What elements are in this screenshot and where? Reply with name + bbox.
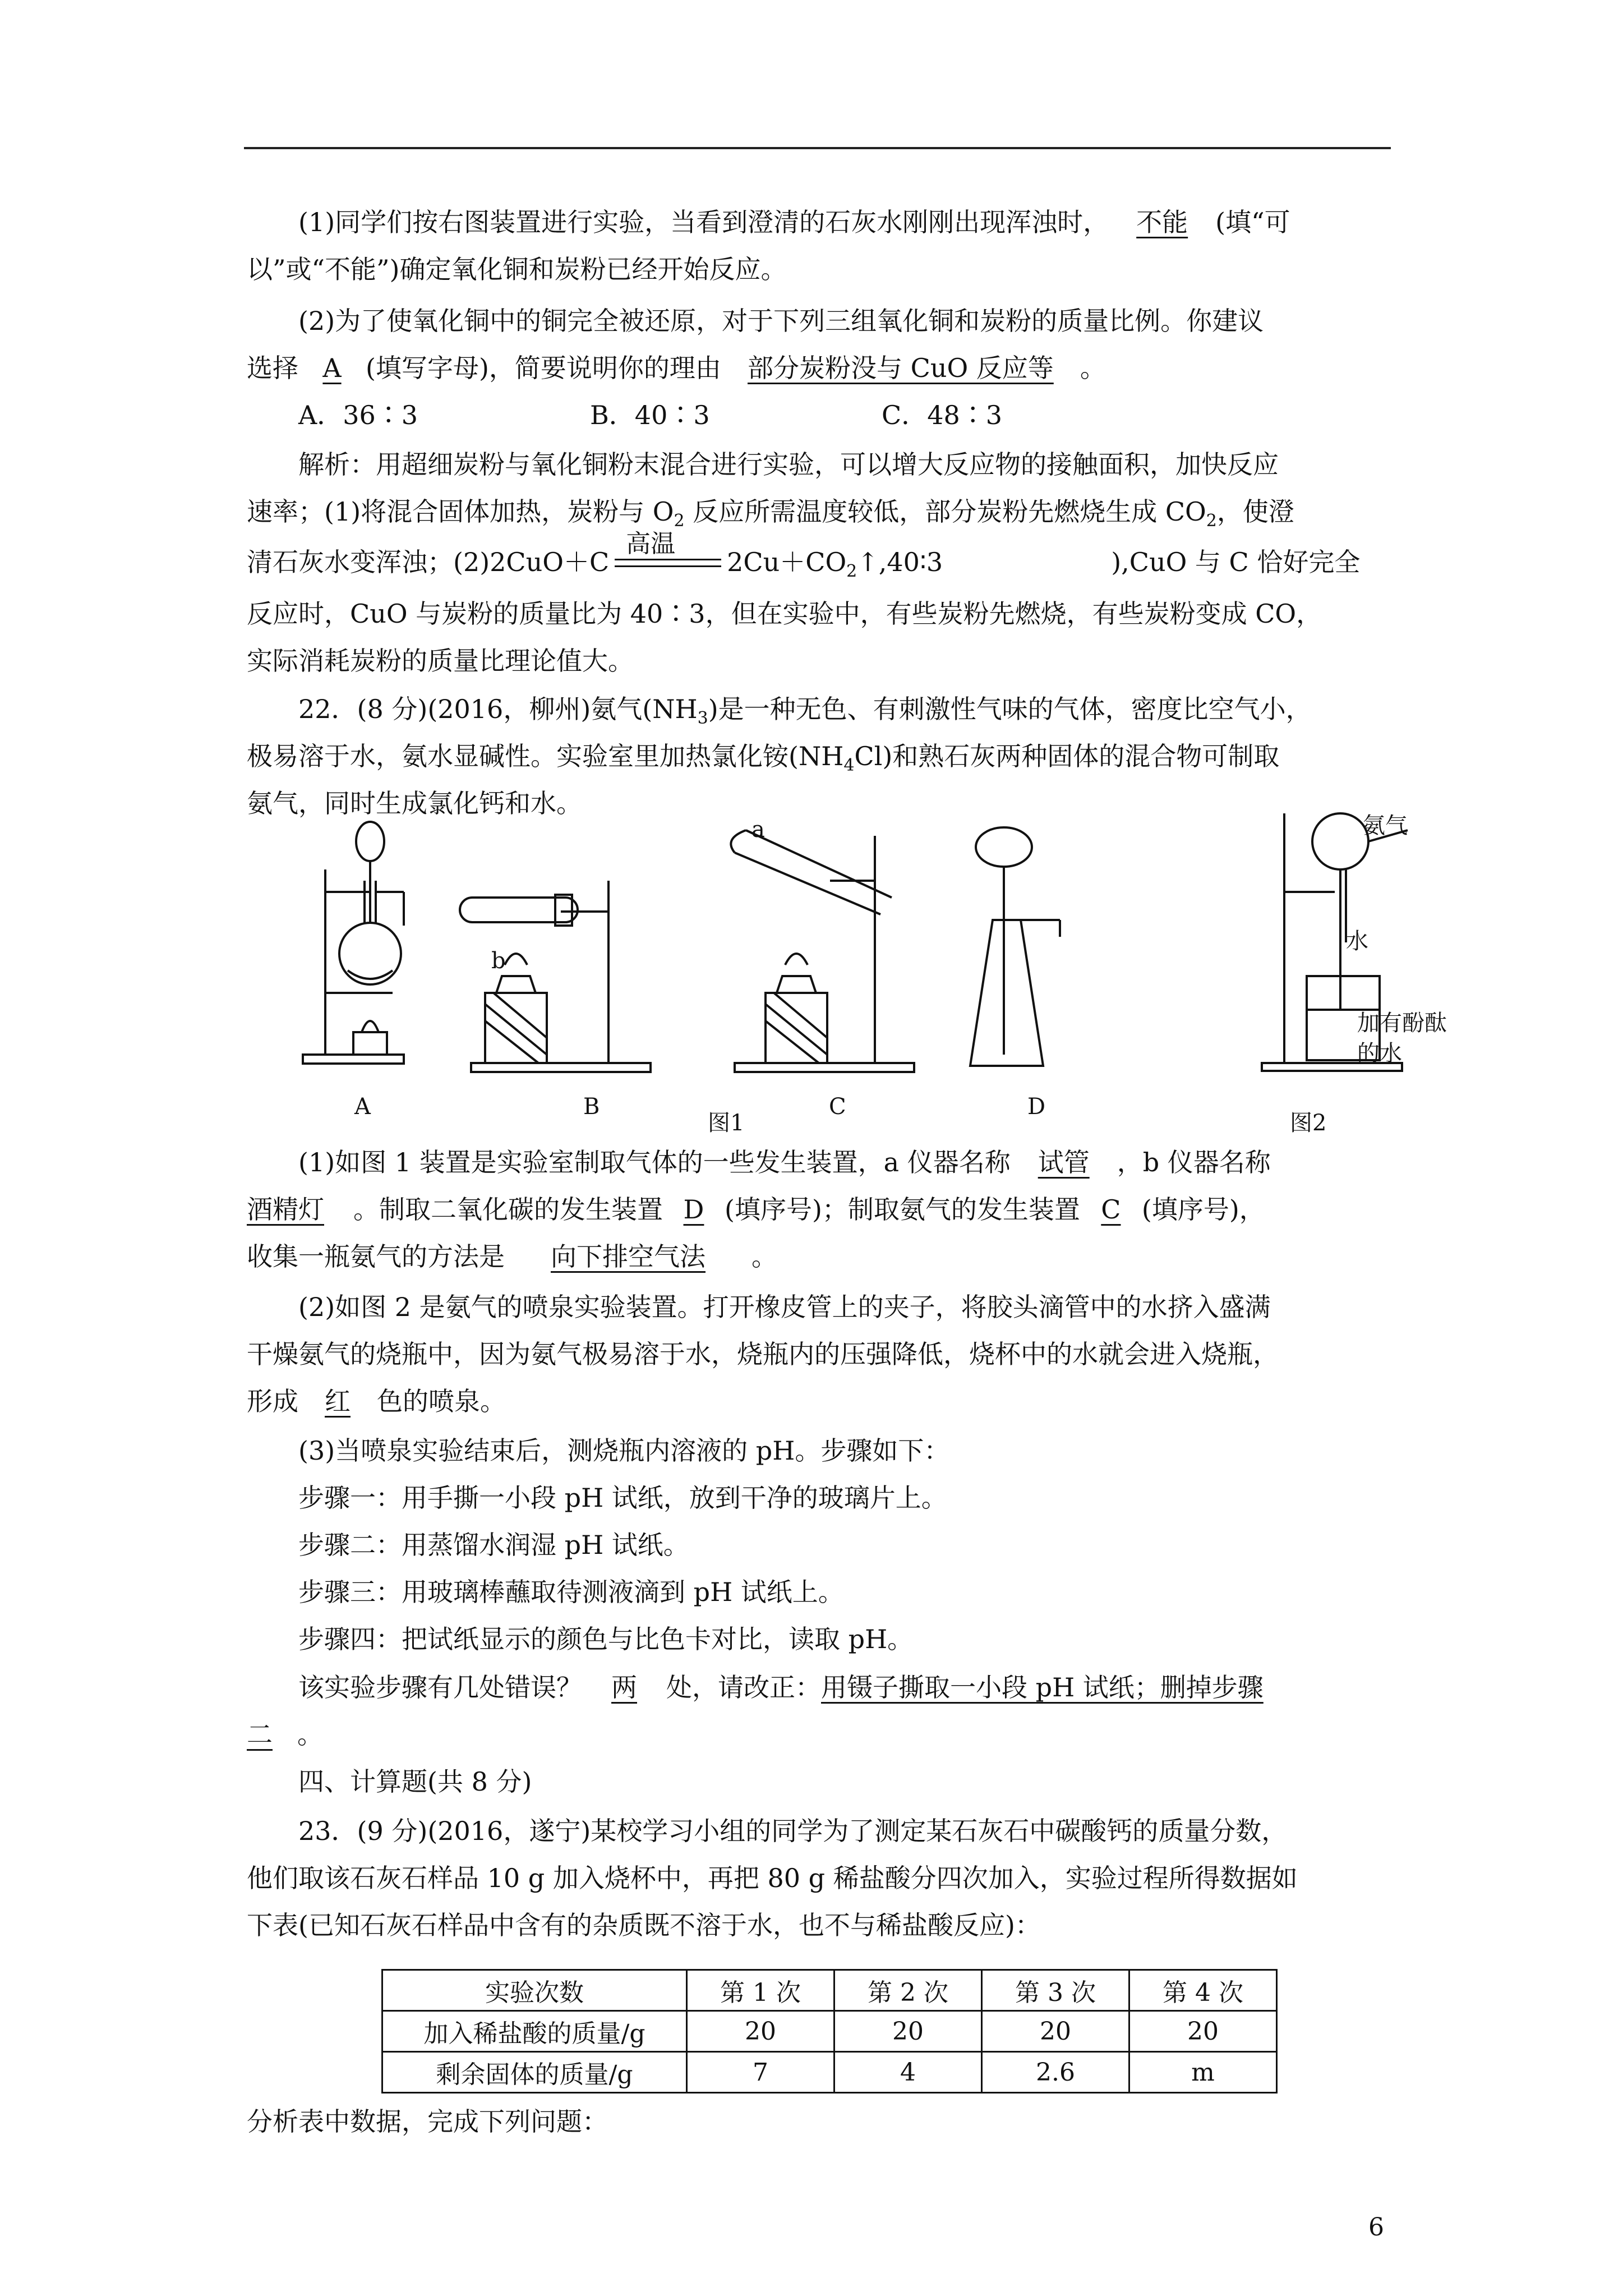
q23-after-table: 分析表中数据，完成下列问题： [247, 2106, 608, 2137]
label-b: B [583, 1094, 600, 1120]
q21-options: A．36∶3 B．40∶3 C．48∶3 [298, 400, 1002, 430]
q22-s1-line1: (1)如图 1 装置是实验室制取气体的一些发生装置，a 仪器名称 试管 ，b 仪器名称 [247, 1139, 1442, 1186]
q22-line3: 氨气，同时生成氯化钙和水。 [247, 788, 582, 818]
label-c: C [829, 1094, 846, 1120]
q22-line1: 22．(8 分)(2016，柳州)氨气$(NH_3)$是一种无色、有刺激性气味的气体，密度比空气小， [298, 694, 1312, 728]
q22-s3: (3)当喷泉实验结束后，测烧瓶内溶液的 pH。步骤如下： [298, 1435, 950, 1466]
answer-blank: 两 [611, 1672, 637, 1703]
table-header-row: 实验次数 第 1 次 第 2 次 第 3 次 第 4 次 [382, 1970, 1277, 2011]
label-phenol-2: 的水 [1357, 1041, 1402, 1066]
header-rule [244, 147, 1391, 149]
q22-s1-line2: 酒精灯 。制取二氧化碳的发生装置 D (填序号)；制取氨气的发生装置 C (填序号)， [247, 1186, 1391, 1233]
q22-s2-line2: 干燥氨气的烧瓶中，因为氨气极易溶于水，烧瓶内的压强降低，烧杯中的水就会进入烧瓶， [247, 1339, 1279, 1369]
q21-line1: (1)同学们按右图装置进行实验，当看到澄清的石灰水刚刚出现浑浊时， 不能 (填“可 [247, 199, 1442, 246]
answer-blank: 红 [325, 1386, 351, 1416]
answer-blank: 部分炭粉没与 CuO 反应等 [748, 353, 1054, 383]
q21-analysis3: 清石灰水变浑浊；(2)2CuO＋C 高温 $2Cu+CO_2↑,40∶3$ ),CuO 与 C 恰好完全 [247, 530, 1361, 581]
q22-step2: 步骤二：用蒸馏水润湿 pH 试纸。 [298, 1530, 689, 1560]
table-row: 加入稀盐酸的质量/g 20 20 20 20 [382, 2011, 1277, 2052]
data-table [381, 1969, 1278, 2093]
answer-blank: D [683, 1194, 704, 1225]
q22-step4: 步骤四：把试纸显示的颜色与比色卡对比，读取 pH。 [298, 1624, 914, 1654]
answer-blank: 不能 [1136, 207, 1188, 237]
figure-2-label: 图2 [1290, 1110, 1327, 1136]
q21-analysis5: 实际消耗炭粉的质量比理论值大。 [247, 646, 634, 676]
q21-analysis1: 解析：用超细炭粉与氧化铜粉末混合进行实验，可以增大反应物的接触面积，加快反应 [298, 449, 1279, 480]
label-a: A [354, 1094, 371, 1120]
answer-blank: 试管 [1038, 1147, 1090, 1177]
q22-step1: 步骤一：用手撕一小段 pH 试纸，放到干净的玻璃片上。 [298, 1483, 947, 1513]
q23-line1: 23．(9 分)(2016，遂宁)某校学习小组的同学为了测定某石灰石中碳酸钙的质量分数， [298, 1816, 1288, 1846]
q23-line3: 下表(已知石灰石样品中含有的杂质既不溶于水，也不与稀盐酸反应)： [247, 1910, 1041, 1940]
label-phenol-1: 加有酚酞 [1357, 1010, 1447, 1036]
q22-errors-line2: 二 。 [247, 1711, 1391, 1758]
label-b-burner: b [491, 948, 506, 974]
label-a-tube: a [751, 817, 765, 843]
q22-s2-line1: (2)如图 2 是氨气的喷泉实验装置。打开橡皮管上的夹子，将胶头滴管中的水挤入盛满 [298, 1292, 1271, 1322]
q22-errors-line1: 该实验步骤有几处错误？ 两 处，请改正：用镊子撕取一小段 pH 试纸；删掉步骤 [247, 1664, 1442, 1711]
q22-step3: 步骤三：用玻璃棒蘸取待测液滴到 pH 试纸上。 [298, 1577, 844, 1607]
q21-line3: (2)为了使氧化铜中的铜完全被还原，对于下列三组氧化铜和炭粉的质量比例。你建议 [298, 306, 1264, 336]
label-ammonia: 氨气 [1363, 813, 1408, 839]
figure-1-label: 图1 [708, 1110, 745, 1136]
q21-analysis4: 反应时，CuO 与炭粉的质量比为 40∶3，但在实验中，有些炭粉先燃烧，有些炭粉变成 CO， [247, 599, 1322, 629]
apparatus-figure [292, 808, 1436, 1144]
apparatus-d [970, 827, 1060, 1066]
page-number: 6 [1368, 2213, 1384, 2242]
q23-line2: 他们取该石灰石样品 10 g 加入烧杯中，再把 80 g 稀盐酸分四次加入，实验过程所得数据如 [247, 1863, 1298, 1893]
answer-blank: A [322, 353, 342, 383]
answer-blank: 向下排空气法 [551, 1241, 706, 1272]
q21-line2: 以”或“不能”)确定氧化铜和炭粉已经开始反应。 [247, 254, 787, 284]
q22-s1-line3: 收集一瓶氨气的方法是 向下排空气法 。 [247, 1233, 1391, 1280]
answer-blank: C [1101, 1194, 1121, 1225]
label-water: 水 [1346, 928, 1368, 954]
q21-line4: 选择 A (填写字母)，简要说明你的理由 部分炭粉没与 CuO 反应等 。 [247, 344, 1391, 392]
q22-s2-line3: 形成 红 色的喷泉。 [247, 1378, 1391, 1425]
table-row: 剩余固体的质量/g 7 4 2.6 m [382, 2052, 1277, 2093]
reaction-condition: 高温 [615, 553, 721, 576]
apparatus-c [731, 830, 914, 1072]
apparatus-b [460, 881, 651, 1072]
answer-blank: 酒精灯 [247, 1194, 324, 1225]
label-d: D [1027, 1094, 1046, 1120]
answer-blank: 二 [247, 1719, 273, 1750]
answer-blank: 用镊子撕取一小段 pH 试纸；删掉步骤 [821, 1672, 1264, 1703]
q22-line2: 极易溶于水，氨水显碱性。实验室里加热氯化铵$(NH_4Cl)$和熟石灰两种固体的混合物可制取 [247, 741, 1280, 775]
apparatus-a [303, 822, 404, 1064]
section-4-title: 四、计算题(共 8 分) [298, 1766, 532, 1797]
q21-analysis2: 速率；(1)将混合固体加热，炭粉与 $O_2$ 反应所需温度较低，部分炭粉先燃烧生成 $CO_2$，使澄 [247, 496, 1294, 531]
